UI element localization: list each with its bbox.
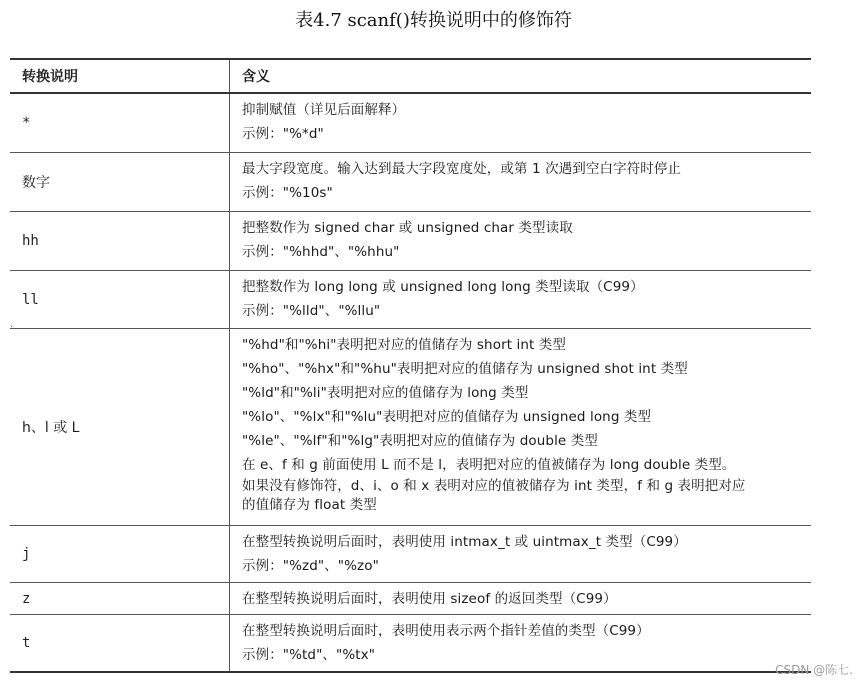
- row-meaning: [230, 526, 811, 582]
- meaning-line: 把整数作为 signed char 或 unsigned char 类型读取: [242, 220, 573, 236]
- row-meaning: [230, 615, 811, 671]
- table-row: [10, 94, 811, 153]
- table-row: [10, 583, 811, 615]
- row-key: *: [10, 94, 230, 152]
- row-meaning: [230, 94, 811, 152]
- table-row: [10, 271, 811, 329]
- meaning-line: 在整型转换说明后面时，表明使用 sizeof 的返回类型（C99）: [242, 590, 617, 607]
- table-row: [10, 212, 811, 271]
- meaning-line: 把整数作为 long long 或 unsigned long long 类型读取（C99）: [242, 279, 644, 295]
- table-row: [10, 615, 811, 671]
- meaning-line: 在整型转换说明后面时，表明使用表示两个指针差值的类型（C99）: [242, 623, 650, 639]
- meaning-line: 示例："%*d": [242, 126, 324, 142]
- row-key: hh: [10, 212, 230, 270]
- meaning-line: 如果没有修饰符，d、i、o 和 x 表明对应的值被储存为 int 类型，f 和 g 表明把对应: [242, 478, 746, 494]
- row-key: ll: [10, 271, 230, 328]
- meaning-line: 在整型转换说明后面时，表明使用 intmax_t 或 uintmax_t 类型（C99）: [242, 534, 687, 550]
- meaning-line: 的值储存为 float 类型: [242, 497, 377, 513]
- header-meaning: 含义: [242, 69, 270, 85]
- row-key: z: [10, 583, 230, 614]
- row-meaning: [230, 329, 811, 525]
- row-meaning: [230, 153, 811, 211]
- meaning-line: 抑制赋值（详见后面解释）: [242, 102, 406, 118]
- row-meaning: [230, 212, 811, 270]
- table-row: [10, 329, 811, 526]
- meaning-line: "%le"、"%lf"和"%lg"表明把对应的值储存为 double 类型: [242, 433, 598, 449]
- table-row: [10, 526, 811, 583]
- modifier-table: [10, 58, 811, 673]
- row-meaning: [230, 583, 811, 614]
- row-key: 数字: [10, 153, 230, 211]
- meaning-line: 示例："%hhd"、"%hhu": [242, 244, 400, 260]
- meaning-line: 示例："%zd"、"%zo": [242, 558, 379, 574]
- meaning-line: 示例："%lld"、"%llu": [242, 303, 381, 319]
- meaning-line: 示例："%td"、"%tx": [242, 647, 376, 663]
- meaning-line: "%hd"和"%hi"表明把对应的值储存为 short int 类型: [242, 337, 566, 353]
- meaning-line: 最大字段宽度。输入达到最大字段宽度处，或第 1 次遇到空白字符时停止: [242, 161, 682, 177]
- meaning-line: 示例："%10s": [242, 185, 333, 201]
- row-meaning: [230, 271, 811, 328]
- stray-mark: ·: [10, 322, 14, 333]
- table-header-row: [10, 60, 811, 94]
- meaning-line: "%ho"、"%hx"和"%hu"表明把对应的值储存为 unsigned shot int 类型: [242, 361, 688, 377]
- meaning-line: "%ld"和"%li"表明把对应的值储存为 long 类型: [242, 385, 529, 401]
- meaning-line: "%lo"、"%lx"和"%lu"表明把对应的值储存为 unsigned long 类型: [242, 409, 652, 425]
- table-row: [10, 153, 811, 212]
- meaning-line: 在 e、f 和 g 前面使用 L 而不是 l，表明把对应的值被储存为 long double 类型。: [242, 457, 736, 473]
- header-conversion: 转换说明: [10, 60, 230, 92]
- watermark: CSDN @陈七.: [775, 663, 853, 677]
- row-key: j: [10, 526, 230, 582]
- row-key: t: [10, 615, 230, 671]
- table-title: 表4.7 scanf()转换说明中的修饰符: [295, 10, 572, 31]
- row-key: h、l 或 L: [10, 329, 230, 525]
